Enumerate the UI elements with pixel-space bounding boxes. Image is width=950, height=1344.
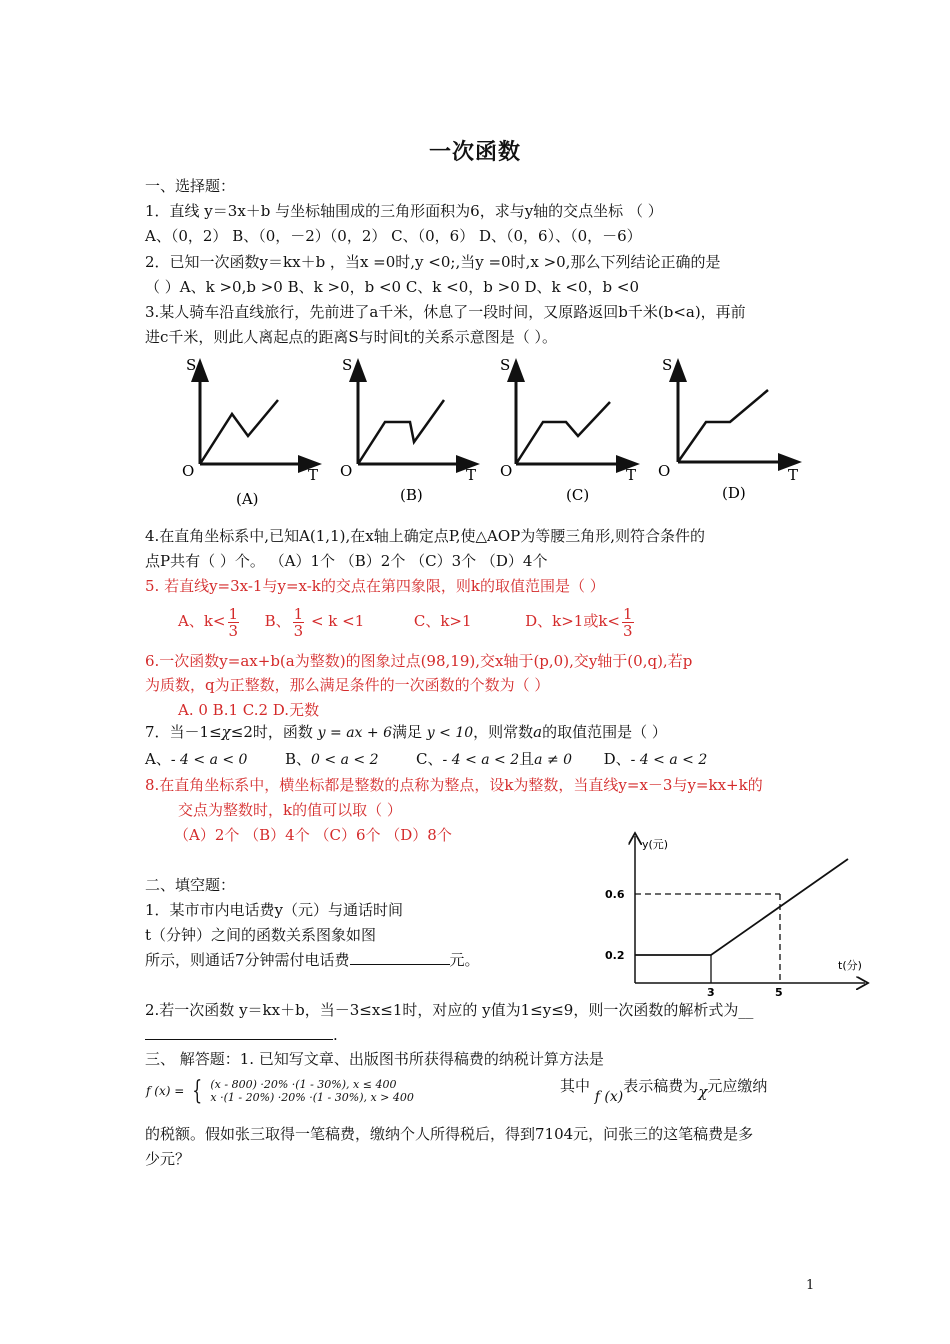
fraction-numerator: 1 bbox=[228, 604, 239, 623]
q6-line1: 6.一次函数y=ax+b(a为整数)的图象过点(98,19),交x轴于(p,0),交y轴于(0,q),若p bbox=[145, 652, 693, 670]
q7-opt-d: - 4 < a < 2 bbox=[630, 752, 708, 768]
graph-a-t-label: T bbox=[308, 466, 319, 484]
graph-d-label: (D) bbox=[722, 484, 746, 502]
graph-a-origin: O bbox=[182, 462, 195, 480]
fraction-numerator: 1 bbox=[622, 604, 633, 623]
chart-ytick-0-2: 0.2 bbox=[605, 949, 625, 962]
answer-blank[interactable] bbox=[145, 1025, 333, 1040]
q1-stem: 1．直线 y＝3x＋b 与坐标轴围成的三角形面积为6，求与y轴的交点坐标 （ ） bbox=[145, 202, 663, 220]
q7-stem-mid2: 满足 bbox=[391, 723, 422, 741]
q6-line2: 为质数，q为正整数，那么满足条件的一次函数的个数为（ ） bbox=[145, 676, 550, 694]
q7-opt-c-label: C、 bbox=[416, 750, 443, 768]
graph-b-label: (B) bbox=[400, 486, 423, 504]
q5-opt-d-prefix: D、k>1或k< bbox=[525, 612, 620, 630]
formula-cases bbox=[210, 1078, 414, 1104]
formula-case-2: x ·(1 - 20%) ·20% ·(1 - 30%), x > 400 bbox=[210, 1091, 414, 1104]
q7-var-x: χ bbox=[221, 723, 231, 741]
fill-q1-line3-post: 元。 bbox=[449, 951, 480, 969]
chart-x-label: t(分) bbox=[838, 959, 862, 972]
graph-c-s-label: S bbox=[500, 356, 511, 374]
q8-line2: 交点为整数时，k的值可以取（ ） bbox=[178, 801, 402, 819]
fraction-one-third bbox=[293, 606, 305, 639]
page-title: 一次函数 bbox=[428, 139, 521, 165]
q2-line1: 2．已知一次函数y＝kx＋b ，当x =0时,y <0;,当y =0时,x >0,那么下列结论正确的是 bbox=[145, 253, 721, 271]
graph-b-t-label: T bbox=[466, 466, 477, 484]
graph-d bbox=[658, 356, 798, 502]
fill-q1-line1: 1．某市市内电话费y（元）与通话时间 bbox=[145, 901, 404, 919]
q7-opt-a-label: A、 bbox=[145, 750, 171, 768]
q7-condition: y < 10 bbox=[426, 725, 474, 741]
phone-fee-chart bbox=[600, 826, 875, 996]
formula-case-1: (x - 800) ·20% ·(1 - 30%), x ≤ 400 bbox=[210, 1078, 397, 1091]
q5-options bbox=[178, 602, 636, 640]
section3-line3: 少元？ bbox=[145, 1150, 191, 1168]
graph-b bbox=[340, 356, 476, 504]
q7-opt-b-label: B、 bbox=[285, 750, 312, 768]
q7-stem bbox=[145, 722, 667, 743]
q5-opt-c: C、k>1 bbox=[413, 612, 472, 630]
graph-d-s-label: S bbox=[662, 356, 673, 374]
q3-line2: 进c千米，则此人离起点的距离S与时间t的关系示意图是（ ）。 bbox=[145, 328, 557, 346]
q5-opt-b-post: < k <1 bbox=[310, 612, 365, 630]
answer-blank[interactable] bbox=[350, 950, 450, 965]
q4-line2: 点P共有（ ）个。 （A）1个 （B）2个 （C）3个 （D）4个 bbox=[145, 552, 548, 570]
q8-options: （A）2个 （B）4个 （C）6个 （D）8个 bbox=[174, 826, 452, 844]
page-number: 1 bbox=[806, 1278, 815, 1293]
chart-xtick-5: 5 bbox=[775, 986, 783, 996]
fill-q2-line2-end: . bbox=[333, 1026, 338, 1044]
q1-options: A、（0，2） B、（0，－2）（0，2） C、（0，6） D、（0，6）、（0，－6） bbox=[145, 227, 642, 245]
q7-opt-b: 0 < a < 2 bbox=[311, 752, 379, 768]
fraction-numerator: 1 bbox=[293, 604, 304, 623]
q3-graphs bbox=[170, 352, 810, 512]
section2-heading: 二、填空题： bbox=[145, 876, 236, 894]
fx-symbol: f (x) bbox=[594, 1089, 624, 1105]
chart-xtick-3: 3 bbox=[707, 986, 715, 996]
graph-c bbox=[500, 356, 636, 504]
fill-q1-line3-pre: 所示，则通话7分钟需付电话费 bbox=[145, 951, 350, 969]
formula-lhs: f (x) = bbox=[146, 1084, 185, 1098]
fraction-one-third bbox=[228, 606, 240, 639]
graph-d-t-label: T bbox=[788, 466, 799, 484]
section3-mid-text bbox=[560, 1076, 768, 1105]
q7-opt-c-cond: a ≠ 0 bbox=[534, 752, 573, 768]
section1-heading: 一、选择题： bbox=[145, 177, 236, 195]
q7-stem-end: 的取值范围是（ ） bbox=[542, 723, 667, 741]
graph-b-origin: O bbox=[340, 462, 353, 480]
mid-text-3: 元应缴纳 bbox=[707, 1077, 768, 1095]
q7-var-a: a bbox=[533, 723, 543, 741]
q7-options bbox=[145, 749, 707, 770]
formula-brace: { bbox=[192, 1076, 203, 1106]
q7-opt-a: - 4 < a < 0 bbox=[170, 752, 248, 768]
fill-q2-line2 bbox=[145, 1025, 338, 1045]
q5-opt-a-prefix: A、k< bbox=[178, 612, 226, 630]
section3-line2: 的税额。假如张三取得一笔稿费，缴纳个人所得税后，得到7104元，问张三的这笔稿费是多 bbox=[145, 1125, 754, 1143]
chart-ytick-0-6: 0.6 bbox=[605, 888, 625, 901]
graph-c-origin: O bbox=[500, 462, 513, 480]
q7-opt-c-extra: 且 bbox=[519, 750, 535, 768]
fraction-one-third bbox=[622, 606, 634, 639]
q7-opt-c: - 4 < a < 2 bbox=[442, 752, 520, 768]
graph-c-t-label: T bbox=[626, 466, 637, 484]
chart-fee-line bbox=[635, 859, 848, 955]
q2-line2: （ ）A、k >0,b >0 B、k >0，b <0 C、k <0，b >0 D、k <0，b <0 bbox=[145, 278, 640, 296]
chart-y-label: y(元) bbox=[642, 838, 669, 851]
q7-stem-mid: ≤2时，函数 bbox=[230, 723, 313, 741]
q8-line1: 8.在直角坐标系中，横坐标都是整数的点称为整点，设k为整数，当直线y=x－3与y=kx+k的 bbox=[145, 776, 763, 794]
graph-a-label: (A) bbox=[236, 490, 259, 508]
graph-c-label: (C) bbox=[566, 486, 590, 504]
mid-text-2: 表示稿费为 bbox=[623, 1077, 699, 1095]
section3-heading: 三、 解答题：1. 已知写文章、出版图书所获得稿费的纳税计算方法是 bbox=[145, 1050, 604, 1068]
fill-q2-line1: 2.若一次函数 y＝kx＋b，当－3≤x≤1时，对应的 y值为1≤y≤9，则一次函数的解析式为__ bbox=[145, 1001, 754, 1019]
q7-stem-pre: 7．当－1≤ bbox=[145, 723, 222, 741]
chi-symbol: χ bbox=[698, 1083, 708, 1101]
mid-text-1: 其中 bbox=[560, 1077, 591, 1095]
fraction-denominator: 3 bbox=[622, 621, 633, 640]
graph-a-s-label: S bbox=[186, 356, 197, 374]
q4-line1: 4.在直角坐标系中,已知A(1,1),在x轴上确定点P,使△AOP为等腰三角形,则符合条件的 bbox=[145, 527, 706, 545]
q6-options: A. 0 B.1 C.2 D.无数 bbox=[178, 701, 320, 719]
tax-formula bbox=[146, 1078, 414, 1110]
fill-q1-line2: t（分钟）之间的函数关系图象如图 bbox=[145, 926, 377, 944]
fraction-denominator: 3 bbox=[293, 621, 304, 640]
graph-b-s-label: S bbox=[342, 356, 353, 374]
graph-a bbox=[182, 356, 318, 508]
fill-q1-line3 bbox=[145, 950, 480, 970]
fraction-denominator: 3 bbox=[228, 621, 239, 640]
graph-d-origin: O bbox=[658, 462, 671, 480]
q5-stem: 5. 若直线y=3x-1与y=x-k的交点在第四象限，则k的取值范围是（ ） bbox=[145, 577, 605, 595]
q3-line1: 3.某人骑车沿直线旅行，先前进了a千米，休息了一段时间，又原路返回b千米(b<a)，再前 bbox=[145, 303, 746, 321]
q5-opt-b-prefix: B、 bbox=[264, 612, 291, 630]
q7-opt-d-label: D、 bbox=[603, 750, 631, 768]
q7-stem-post: ，则常数 bbox=[473, 723, 534, 741]
q7-function: y = ax + 6 bbox=[317, 725, 392, 741]
